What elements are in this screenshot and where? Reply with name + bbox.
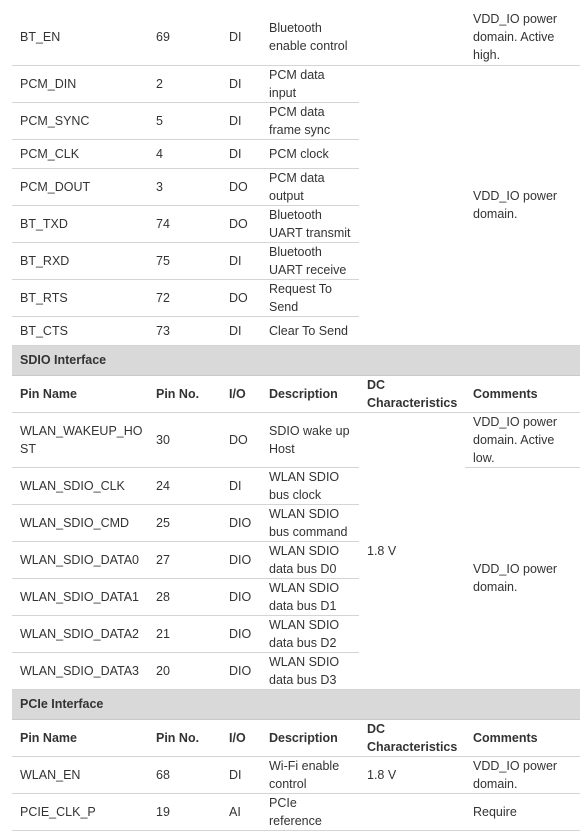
pin-description: PCIe reference — [261, 793, 359, 830]
section-title: PCIe Interface — [12, 689, 580, 719]
pin-comment: VDD_IO power domain. Active low. — [465, 412, 580, 467]
column-header-io: I/O — [221, 375, 261, 412]
column-header-description: Description — [261, 375, 359, 412]
pin-io: DO — [221, 168, 261, 205]
pin-io: DIO — [221, 578, 261, 615]
pin-number: 24 — [148, 467, 221, 504]
pin-comment: Require — [465, 793, 580, 830]
pin-number: 20 — [148, 652, 221, 689]
pin-description: WLAN SDIO data bus D0 — [261, 541, 359, 578]
pin-io: DI — [221, 242, 261, 279]
pin-description: Bluetooth UART transmit — [261, 205, 359, 242]
pin-description: PCM data frame sync — [261, 102, 359, 139]
dc-characteristics — [359, 65, 465, 345]
pin-name: WLAN_SDIO_DATA3 — [12, 652, 148, 689]
column-header-row — [12, 375, 580, 412]
pin-description: SDIO wake up Host — [261, 412, 359, 467]
table-row — [12, 65, 580, 102]
pin-description: WLAN SDIO bus clock — [261, 467, 359, 504]
pin-io: DIO — [221, 615, 261, 652]
pin-description: WLAN SDIO data bus D1 — [261, 578, 359, 615]
pin-name: WLAN_EN — [12, 756, 148, 793]
pin-io: DO — [221, 412, 261, 467]
pin-io: DI — [221, 65, 261, 102]
table-row — [12, 10, 580, 65]
pin-number: 21 — [148, 615, 221, 652]
pin-description: Request To Send — [261, 279, 359, 316]
pin-description: PCM data output — [261, 168, 359, 205]
pin-comment: VDD_IO power domain. — [465, 467, 580, 689]
pin-number: 72 — [148, 279, 221, 316]
pin-name: WLAN_SDIO_CMD — [12, 504, 148, 541]
pin-description: Bluetooth UART receive — [261, 242, 359, 279]
pin-number: 75 — [148, 242, 221, 279]
column-header-comments: Comments — [465, 719, 580, 756]
dc-characteristics — [359, 10, 465, 65]
pin-name: WLAN_SDIO_CLK — [12, 467, 148, 504]
pin-number: 3 — [148, 168, 221, 205]
pin-description: PCM clock — [261, 139, 359, 168]
column-header-dc: DC Characteristics — [359, 375, 465, 412]
table-row — [12, 412, 580, 467]
pin-io: DI — [221, 316, 261, 345]
pin-name: PCIE_CLK_P — [12, 793, 148, 830]
pin-name: WLAN_SDIO_DATA2 — [12, 615, 148, 652]
pin-description: WLAN SDIO data bus D3 — [261, 652, 359, 689]
dc-characteristics: 1.8 V — [359, 756, 465, 793]
pin-io: DI — [221, 102, 261, 139]
section-title: SDIO Interface — [12, 345, 580, 375]
pin-name: WLAN_SDIO_DATA1 — [12, 578, 148, 615]
pin-description: PCM data input — [261, 65, 359, 102]
column-header-dc: DC Characteristics — [359, 719, 465, 756]
pin-name: WLAN_SDIO_DATA0 — [12, 541, 148, 578]
column-header-pin-name: Pin Name — [12, 375, 148, 412]
pin-io: DI — [221, 756, 261, 793]
pin-number: 74 — [148, 205, 221, 242]
pin-name: PCM_DOUT — [12, 168, 148, 205]
pin-description: Bluetooth enable control — [261, 10, 359, 65]
pin-number: 2 — [148, 65, 221, 102]
section-header-sdio — [12, 345, 580, 375]
column-header-description: Description — [261, 719, 359, 756]
table-row — [12, 756, 580, 793]
pin-number: 73 — [148, 316, 221, 345]
pin-name: BT_RXD — [12, 242, 148, 279]
column-header-pin-name: Pin Name — [12, 719, 148, 756]
pin-name: BT_EN — [12, 10, 148, 65]
pin-name: PCM_CLK — [12, 139, 148, 168]
pin-description: WLAN SDIO data bus D2 — [261, 615, 359, 652]
table-row — [12, 467, 580, 504]
pin-io: AI — [221, 793, 261, 830]
pin-number: 5 — [148, 102, 221, 139]
column-header-comments: Comments — [465, 375, 580, 412]
pin-number: 68 — [148, 756, 221, 793]
pin-description: Clear To Send — [261, 316, 359, 345]
pin-io: DO — [221, 205, 261, 242]
pin-io: DIO — [221, 541, 261, 578]
pin-name: WLAN_WAKEUP_HO ST — [12, 412, 148, 467]
pin-description: Wi-Fi enable control — [261, 756, 359, 793]
column-header-pin-no: Pin No. — [148, 719, 221, 756]
column-header-pin-no: Pin No. — [148, 375, 221, 412]
pin-io: DO — [221, 279, 261, 316]
pin-name: BT_CTS — [12, 316, 148, 345]
pin-table — [12, 10, 580, 831]
pin-number: 69 — [148, 10, 221, 65]
pin-number: 27 — [148, 541, 221, 578]
pin-name: BT_TXD — [12, 205, 148, 242]
section-header-pcie — [12, 689, 580, 719]
pin-io: DIO — [221, 652, 261, 689]
pin-comment: VDD_IO power domain. — [465, 65, 580, 345]
pin-number: 25 — [148, 504, 221, 541]
pin-io: DI — [221, 10, 261, 65]
pin-io: DI — [221, 467, 261, 504]
pin-number: 30 — [148, 412, 221, 467]
pin-io: DI — [221, 139, 261, 168]
pin-name: PCM_SYNC — [12, 102, 148, 139]
dc-characteristics: 1.8 V — [359, 412, 465, 689]
pin-name: BT_RTS — [12, 279, 148, 316]
pin-number: 19 — [148, 793, 221, 830]
pin-io: DIO — [221, 504, 261, 541]
pin-name: PCM_DIN — [12, 65, 148, 102]
pin-comment: VDD_IO power domain. — [465, 756, 580, 793]
column-header-row — [12, 719, 580, 756]
pin-number: 4 — [148, 139, 221, 168]
column-header-io: I/O — [221, 719, 261, 756]
pin-description: WLAN SDIO bus command — [261, 504, 359, 541]
pin-number: 28 — [148, 578, 221, 615]
pin-comment: VDD_IO power domain. Active high. — [465, 10, 580, 65]
